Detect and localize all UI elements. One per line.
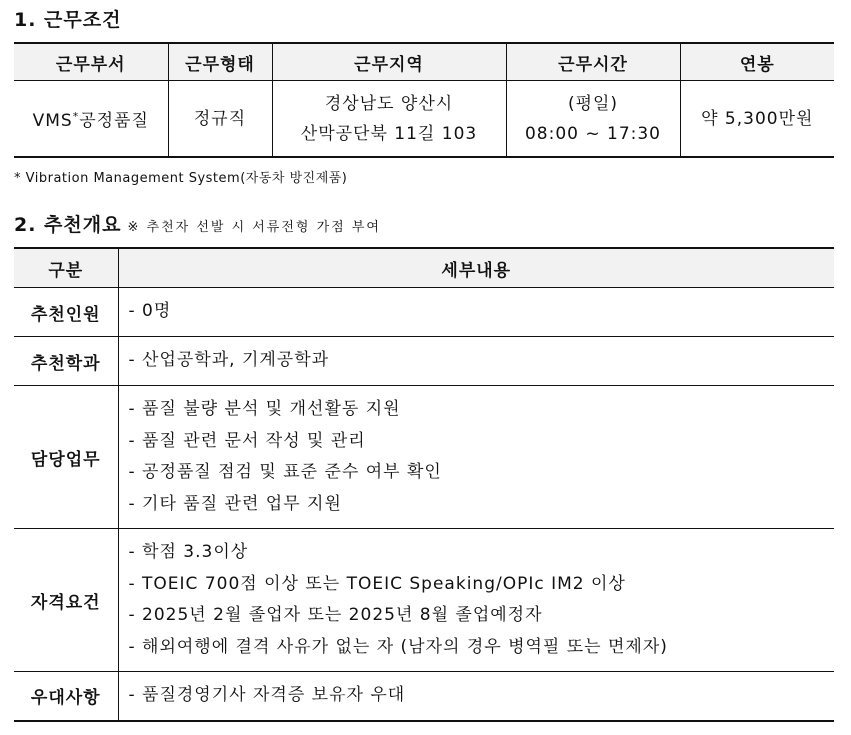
department-prefix: VMS bbox=[32, 110, 73, 131]
section-note: ※ 추천자 선발 시 서류전형 가점 부여 bbox=[127, 220, 381, 235]
header-location: 근무지역 bbox=[272, 43, 506, 81]
row-content bbox=[118, 672, 834, 721]
hours-line: 08:00 ~ 17:30 bbox=[524, 123, 662, 144]
department-suffix: 공정품질 bbox=[79, 110, 149, 131]
header-category: 구분 bbox=[14, 248, 118, 288]
table-row bbox=[14, 672, 834, 721]
work-conditions-header-row bbox=[14, 43, 834, 81]
section-title-recommendation bbox=[14, 210, 381, 237]
table-row bbox=[14, 337, 834, 386]
cell-employment-type: 정규직 bbox=[168, 81, 272, 158]
detail-line: - 학점 3.3이상 bbox=[128, 542, 249, 562]
row-label: 추천학과 bbox=[14, 337, 118, 386]
detail-line: - 공정품질 점검 및 표준 준수 여부 확인 bbox=[128, 462, 442, 482]
row-label: 우대사항 bbox=[14, 672, 118, 721]
detail-line: - 품질 불량 분석 및 개선활동 지원 bbox=[128, 399, 401, 419]
detail-line: - 품질 관련 문서 작성 및 관리 bbox=[128, 430, 366, 451]
cell-department bbox=[14, 81, 168, 158]
detail-line: - 2025년 2월 졸업자 또는 2025년 8월 졸업예정자 bbox=[128, 605, 543, 625]
row-content bbox=[118, 529, 834, 672]
row-label: 담당업무 bbox=[14, 386, 118, 529]
cell-location bbox=[272, 81, 506, 158]
section-title-work-conditions: 1. 근무조건 bbox=[14, 9, 122, 31]
detail-line: - 품질경영기사 자격증 보유자 우대 bbox=[128, 685, 406, 705]
recommendation-table bbox=[14, 247, 834, 722]
detail-line: - 0명 bbox=[128, 301, 172, 322]
department-footnote-mark: * bbox=[72, 109, 80, 123]
detail-line: - 기타 품질 관련 업무 지원 bbox=[128, 493, 342, 514]
location-line: 경상남도 양산시 bbox=[324, 93, 454, 114]
header-department: 근무부서 bbox=[14, 43, 168, 81]
row-content bbox=[118, 386, 834, 529]
cell-hours bbox=[506, 81, 680, 158]
hours-line: (평일) bbox=[567, 93, 619, 114]
section-title-text: 2. 추천개요 bbox=[14, 214, 122, 236]
row-content bbox=[118, 288, 834, 337]
table-row bbox=[14, 386, 834, 529]
header-salary: 연봉 bbox=[680, 43, 834, 81]
work-conditions-table bbox=[14, 42, 834, 158]
detail-line: - 산업공학과, 기계공학과 bbox=[128, 350, 330, 371]
detail-line: - TOEIC 700점 이상 또는 TOEIC Speaking/OPIc IM2 이상 bbox=[128, 573, 626, 594]
header-details: 세부내용 bbox=[118, 248, 834, 288]
work-conditions-row bbox=[14, 81, 834, 158]
header-hours: 근무시간 bbox=[506, 43, 680, 81]
header-employment-type: 근무형태 bbox=[168, 43, 272, 81]
footnote: * Vibration Management System(자동차 방진제품) bbox=[14, 171, 348, 186]
recommendation-header-row bbox=[14, 248, 834, 288]
row-label: 자격요건 bbox=[14, 529, 118, 672]
table-row bbox=[14, 288, 834, 337]
detail-line: - 해외여행에 결격 사유가 없는 자 (남자의 경우 병역필 또는 면제자) bbox=[128, 636, 668, 657]
row-label: 추천인원 bbox=[14, 288, 118, 337]
table-row bbox=[14, 529, 834, 672]
cell-salary: 약 5,300만원 bbox=[680, 81, 834, 158]
location-line: 산막공단북 11길 103 bbox=[300, 123, 478, 144]
row-content bbox=[118, 337, 834, 386]
